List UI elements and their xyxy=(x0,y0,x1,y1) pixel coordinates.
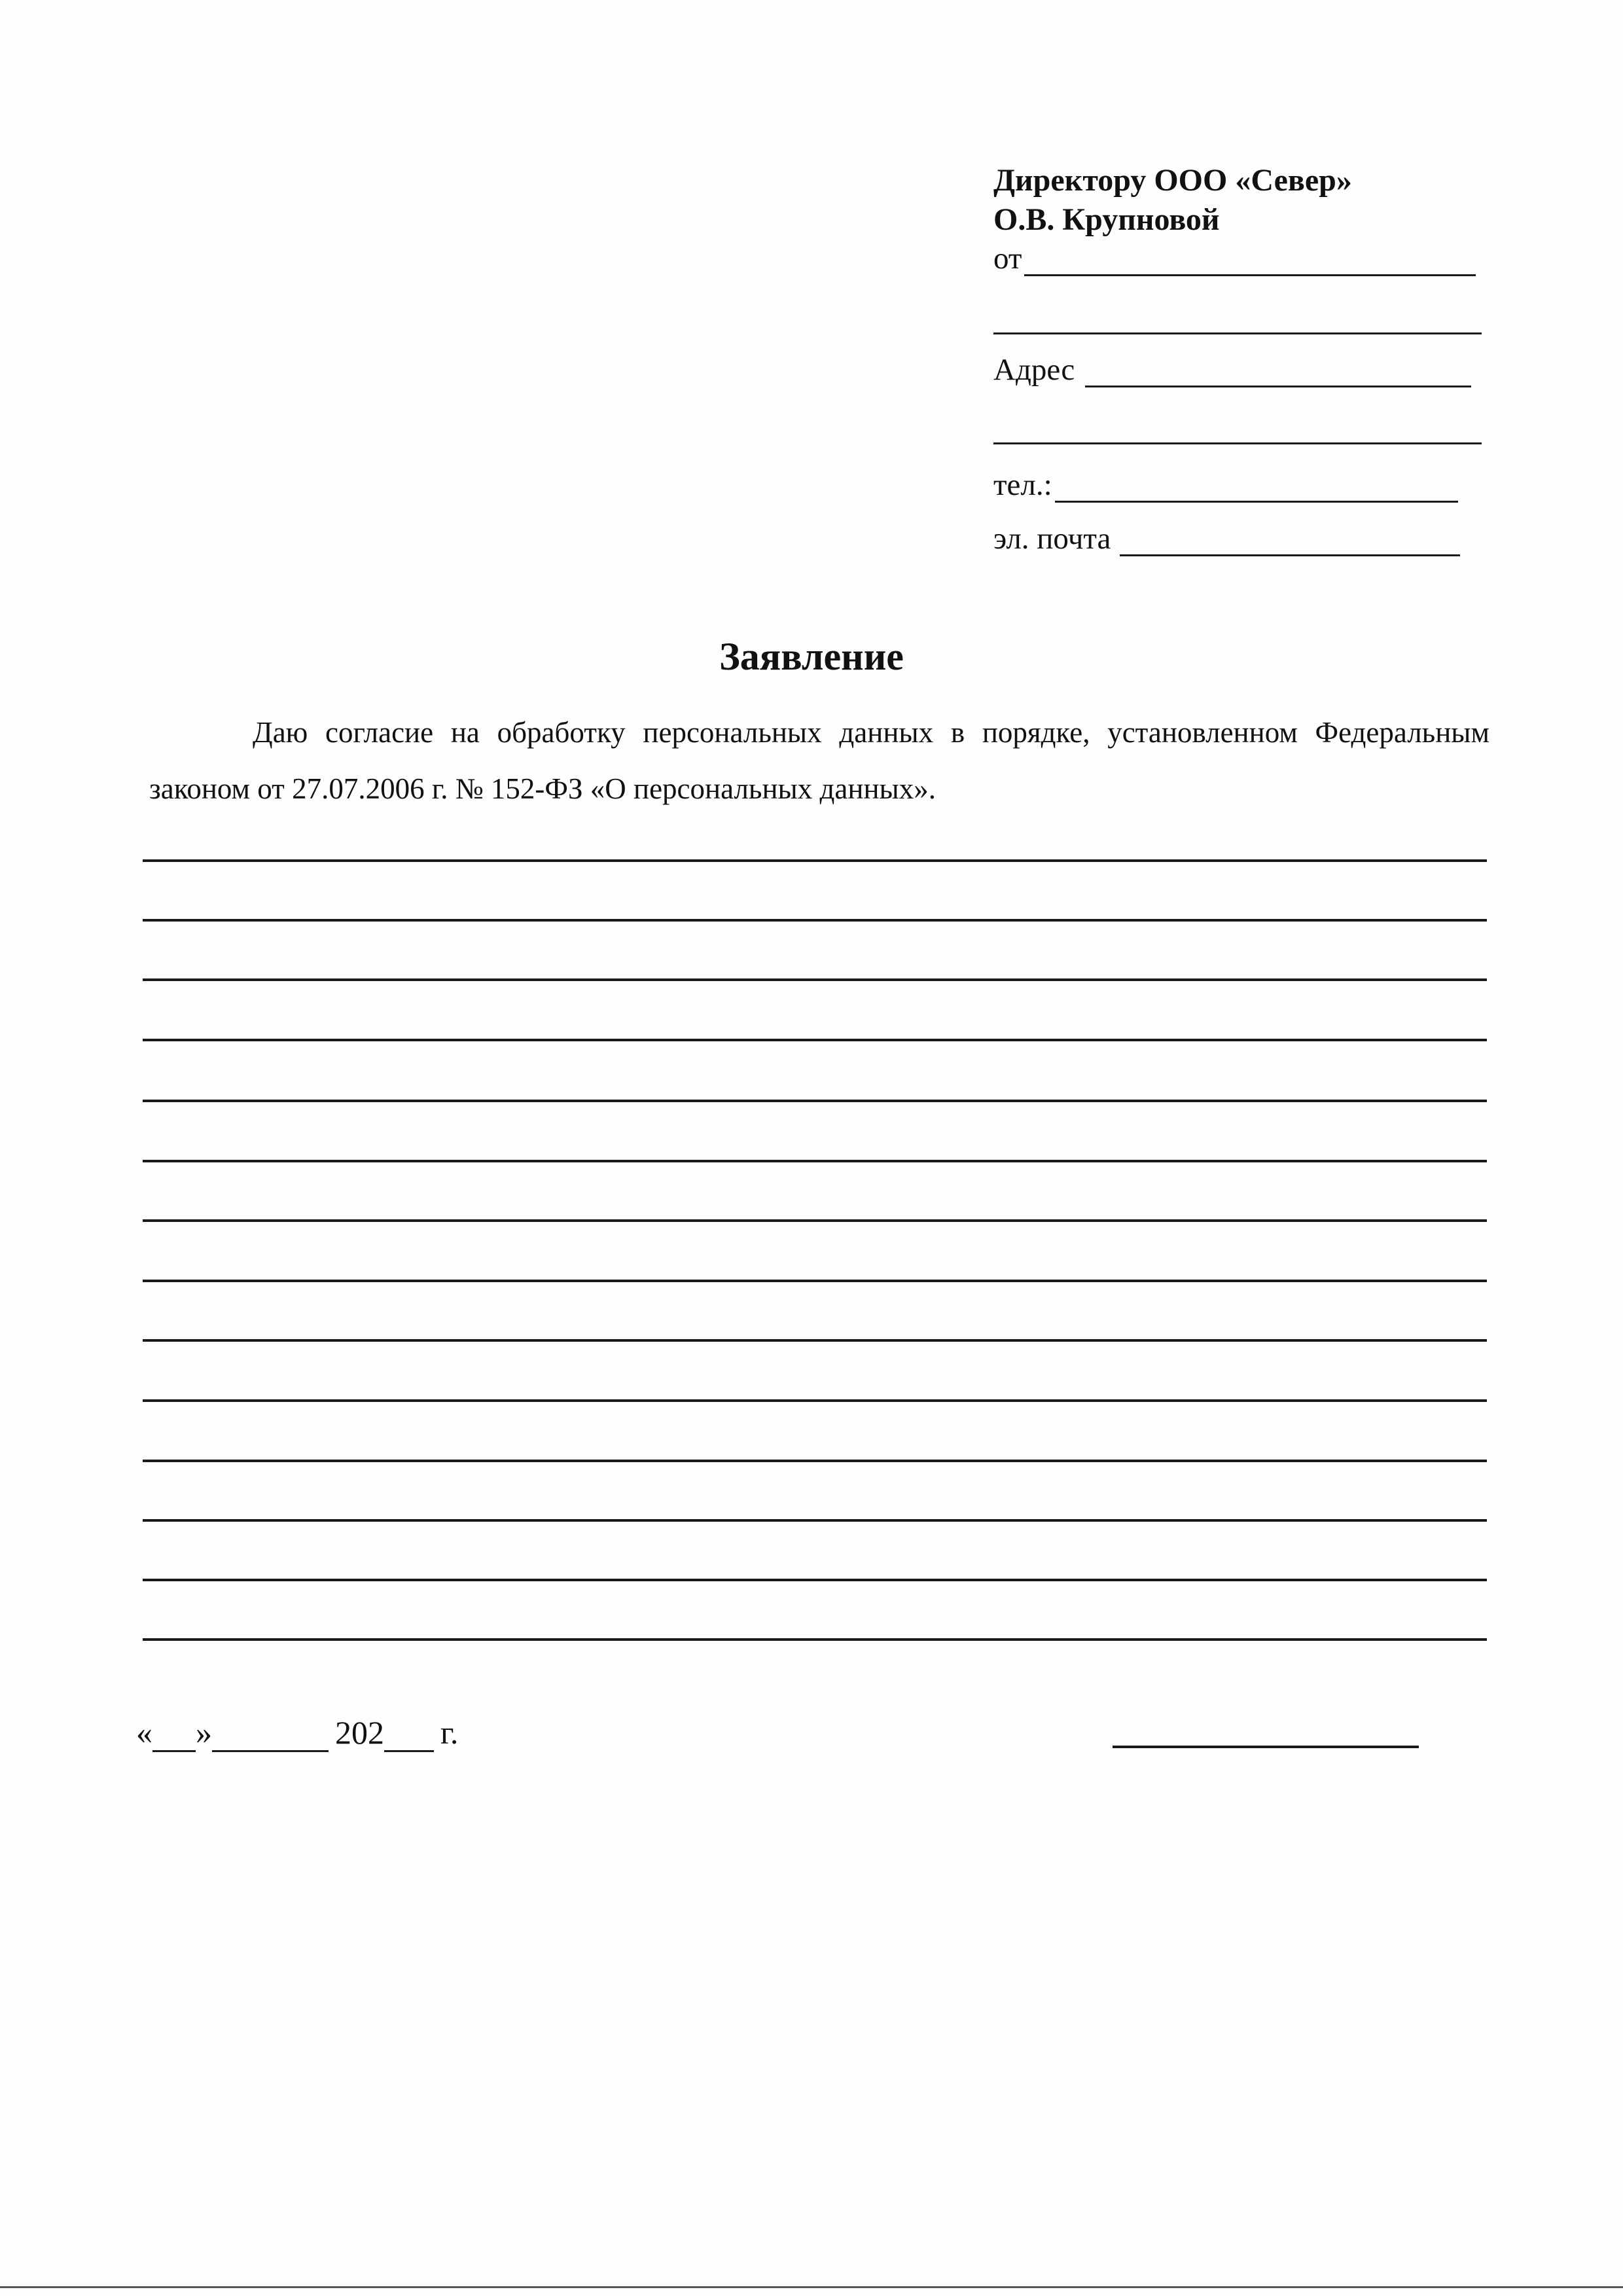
email-field[interactable] xyxy=(993,521,1460,556)
document-title: Заявление xyxy=(719,635,904,678)
scan-edge-line xyxy=(0,2286,1623,2288)
from-field[interactable] xyxy=(993,241,1476,276)
signature-line[interactable] xyxy=(1113,1746,1419,1748)
writing-line[interactable] xyxy=(143,1339,1487,1342)
writing-line[interactable] xyxy=(143,1100,1487,1102)
year-prefix: 202 xyxy=(335,1714,384,1751)
writing-line[interactable] xyxy=(143,1579,1487,1581)
address-field[interactable] xyxy=(993,352,1471,387)
phone-label: тел.: xyxy=(993,468,1052,502)
addressee-position: Директору ООО «Север» xyxy=(993,163,1352,198)
address-blank-line[interactable] xyxy=(1085,359,1471,387)
writing-line[interactable] xyxy=(143,978,1487,981)
month-blank[interactable] xyxy=(212,1720,329,1752)
writing-line[interactable] xyxy=(143,919,1487,922)
writing-line[interactable] xyxy=(143,1519,1487,1522)
consent-paragraph: Даю согласие на обработку персональных данных в порядке, установленном Федеральным законом от 27.07.2006 г. № 152-ФЗ «О персональных данных». xyxy=(149,716,1489,805)
addressee-name: О.В. Крупновой xyxy=(993,202,1220,237)
from-blank-line-2[interactable] xyxy=(993,332,1482,334)
phone-blank-line[interactable] xyxy=(1055,475,1458,503)
writing-line[interactable] xyxy=(143,1039,1487,1041)
address-label: Адрес xyxy=(993,353,1075,387)
writing-line[interactable] xyxy=(143,1399,1487,1402)
writing-line[interactable] xyxy=(143,1219,1487,1222)
from-blank-line[interactable] xyxy=(1024,248,1476,276)
from-label: от xyxy=(993,242,1022,276)
writing-line[interactable] xyxy=(143,1638,1487,1641)
address-blank-line-2[interactable] xyxy=(993,442,1482,444)
date-open-quote: « xyxy=(136,1714,152,1751)
writing-line[interactable] xyxy=(143,1160,1487,1162)
writing-line[interactable] xyxy=(143,1280,1487,1282)
day-blank[interactable] xyxy=(152,1720,196,1752)
email-blank-line[interactable] xyxy=(1120,528,1460,556)
phone-field[interactable] xyxy=(993,467,1458,503)
writing-line[interactable] xyxy=(143,859,1487,862)
date-close-quote: » xyxy=(196,1714,212,1751)
year-blank[interactable] xyxy=(384,1720,434,1752)
writing-line[interactable] xyxy=(143,1460,1487,1462)
year-suffix: г. xyxy=(440,1714,459,1751)
date-field[interactable] xyxy=(136,1713,458,1752)
email-label: эл. почта xyxy=(993,522,1111,556)
